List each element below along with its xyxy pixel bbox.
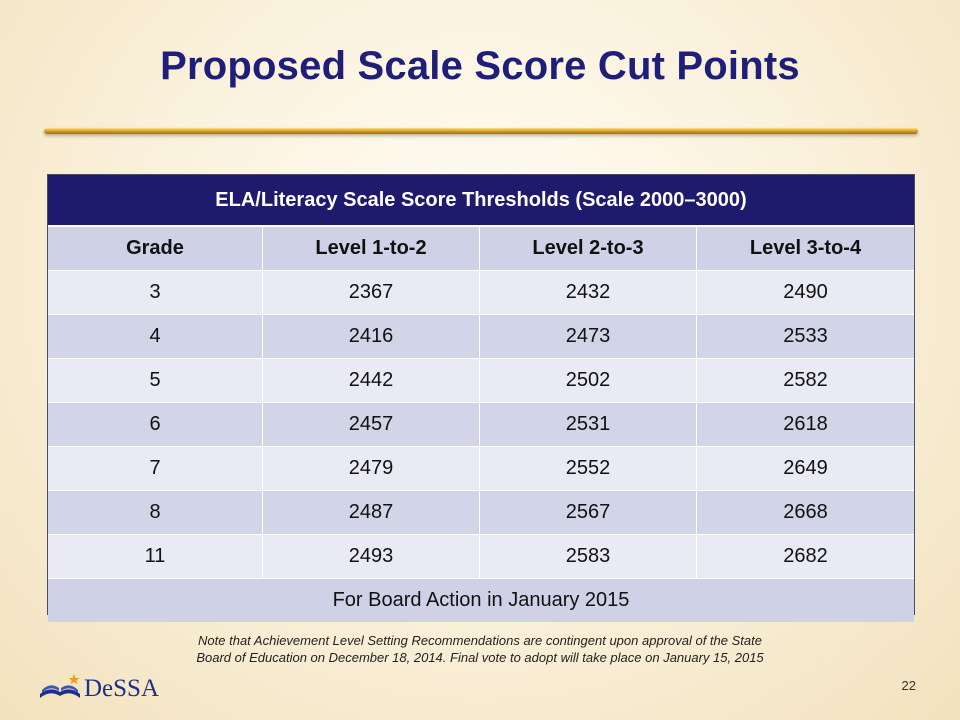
level-2-to-3-cell: 2502 (480, 359, 697, 402)
footnote-line-1: Note that Achievement Level Setting Recommendations are contingent upon approval of the State (198, 633, 762, 648)
table-row (48, 270, 914, 314)
level-2-to-3-cell: 2531 (480, 403, 697, 446)
level-1-to-2-cell: 2493 (263, 535, 480, 578)
level-2-to-3-cell: 2432 (480, 271, 697, 314)
dessa-logo (38, 672, 159, 706)
level-3-to-4-cell: 2682 (783, 545, 828, 567)
level-1-to-2-cell: 2416 (263, 315, 480, 358)
level-3-to-4-cell: 2649 (783, 457, 828, 479)
grade-cell: 5 (48, 359, 263, 402)
level-2-to-3-cell: 2552 (480, 447, 697, 490)
level-3-to-4-cell: 2582 (783, 369, 828, 391)
table-row (48, 402, 914, 446)
level-3-to-4-cell: 2618 (783, 413, 828, 435)
level-1-to-2-cell: 2367 (263, 271, 480, 314)
column-header-level-1-to-2: Level 1-to-2 (263, 227, 480, 270)
grade-cell: 4 (48, 315, 263, 358)
column-header-level-2-to-3: Level 2-to-3 (480, 227, 697, 270)
grade-cell: 6 (48, 403, 263, 446)
table-row (48, 446, 914, 490)
grade-cell: 3 (48, 271, 263, 314)
level-2-to-3-cell: 2567 (480, 491, 697, 534)
logo-text: DeSSA (84, 675, 160, 702)
page-number: 22 (901, 678, 916, 693)
level-2-to-3-cell: 2583 (480, 535, 697, 578)
table-row (48, 358, 914, 402)
grade-cell: 8 (48, 491, 263, 534)
level-2-to-3-cell: 2473 (480, 315, 697, 358)
footnote-line-2: Board of Education on December 18, 2014. Final vote to adopt will take place on January 15, 2015 (196, 650, 764, 665)
table-row (48, 490, 914, 534)
gold-divider (44, 128, 918, 134)
level-1-to-2-cell: 2457 (263, 403, 480, 446)
table-footer: For Board Action in January 2015 (48, 578, 914, 622)
table-caption: ELA/Literacy Scale Score Thresholds (Scale 2000–3000) (48, 175, 914, 226)
level-1-to-2-cell: 2442 (263, 359, 480, 402)
scale-score-table (47, 174, 915, 615)
column-header-level-3-to-4: Level 3-to-4 (749, 237, 862, 259)
table-header-row (48, 226, 914, 270)
level-1-to-2-cell: 2487 (263, 491, 480, 534)
grade-cell: 7 (48, 447, 263, 490)
level-3-to-4-cell: 2490 (783, 281, 828, 303)
table-row (48, 314, 914, 358)
footnote (120, 632, 840, 666)
level-1-to-2-cell: 2479 (263, 447, 480, 490)
table-row (48, 534, 914, 578)
column-header-grade: Grade (48, 227, 263, 270)
level-3-to-4-cell: 2668 (783, 501, 828, 523)
grade-cell: 11 (48, 535, 263, 578)
level-3-to-4-cell: 2533 (783, 325, 828, 347)
book-star-icon (38, 672, 82, 707)
slide-title: Proposed Scale Score Cut Points (160, 44, 800, 88)
